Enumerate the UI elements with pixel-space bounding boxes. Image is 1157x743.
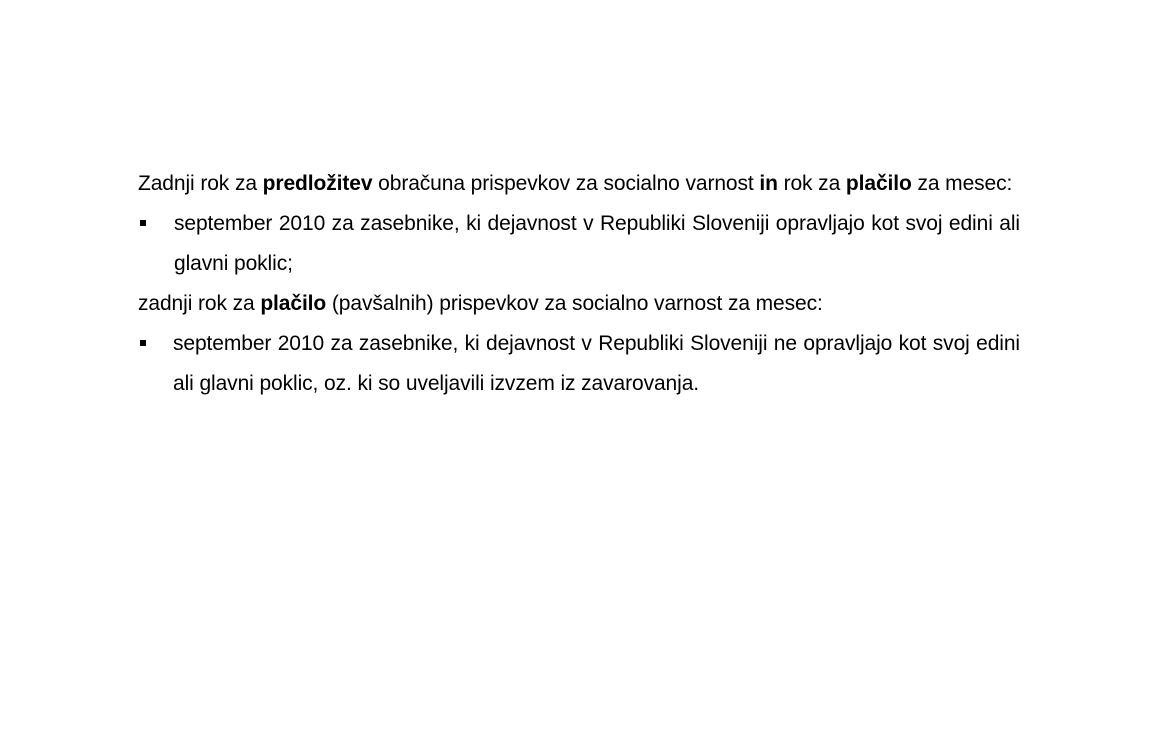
paragraph-text: (pavšalnih) prispevkov za socialno varnost za mesec: (326, 292, 823, 315)
paragraph-deadline-payment (138, 284, 1020, 324)
paragraph-text: za mesec: (911, 172, 1013, 195)
square-bullet-icon (140, 340, 146, 346)
bold-term-submission: predložitev (262, 172, 373, 195)
paragraph-text: zadnji rok za (138, 292, 261, 315)
document-body (138, 164, 1020, 404)
paragraph-text: obračuna prispevkov za socialno varnost (372, 172, 760, 195)
paragraph-text: rok za (777, 172, 846, 195)
paragraph-text: Zadnji rok za (138, 172, 263, 195)
list-item-text: september 2010 za zasebnike, ki dejavnost v Republiki Sloveniji opravljajo kot svoj edini ali glavni poklic; (174, 212, 1020, 275)
bold-term-payment: plačilo (260, 292, 327, 315)
paragraph-deadline-submission (138, 164, 1020, 204)
list-item (138, 204, 1020, 284)
list-item-text: september 2010 za zasebnike, ki dejavnost v Republiki Sloveniji ne opravljajo kot svoj edini ali glavni poklic, oz. ki so uveljavili izvzem iz zavarovanja. (173, 332, 1020, 395)
bold-term-payment: plačilo (845, 172, 912, 195)
list-item (138, 324, 1020, 404)
square-bullet-icon (140, 220, 146, 226)
bold-term-and: in (759, 172, 778, 195)
